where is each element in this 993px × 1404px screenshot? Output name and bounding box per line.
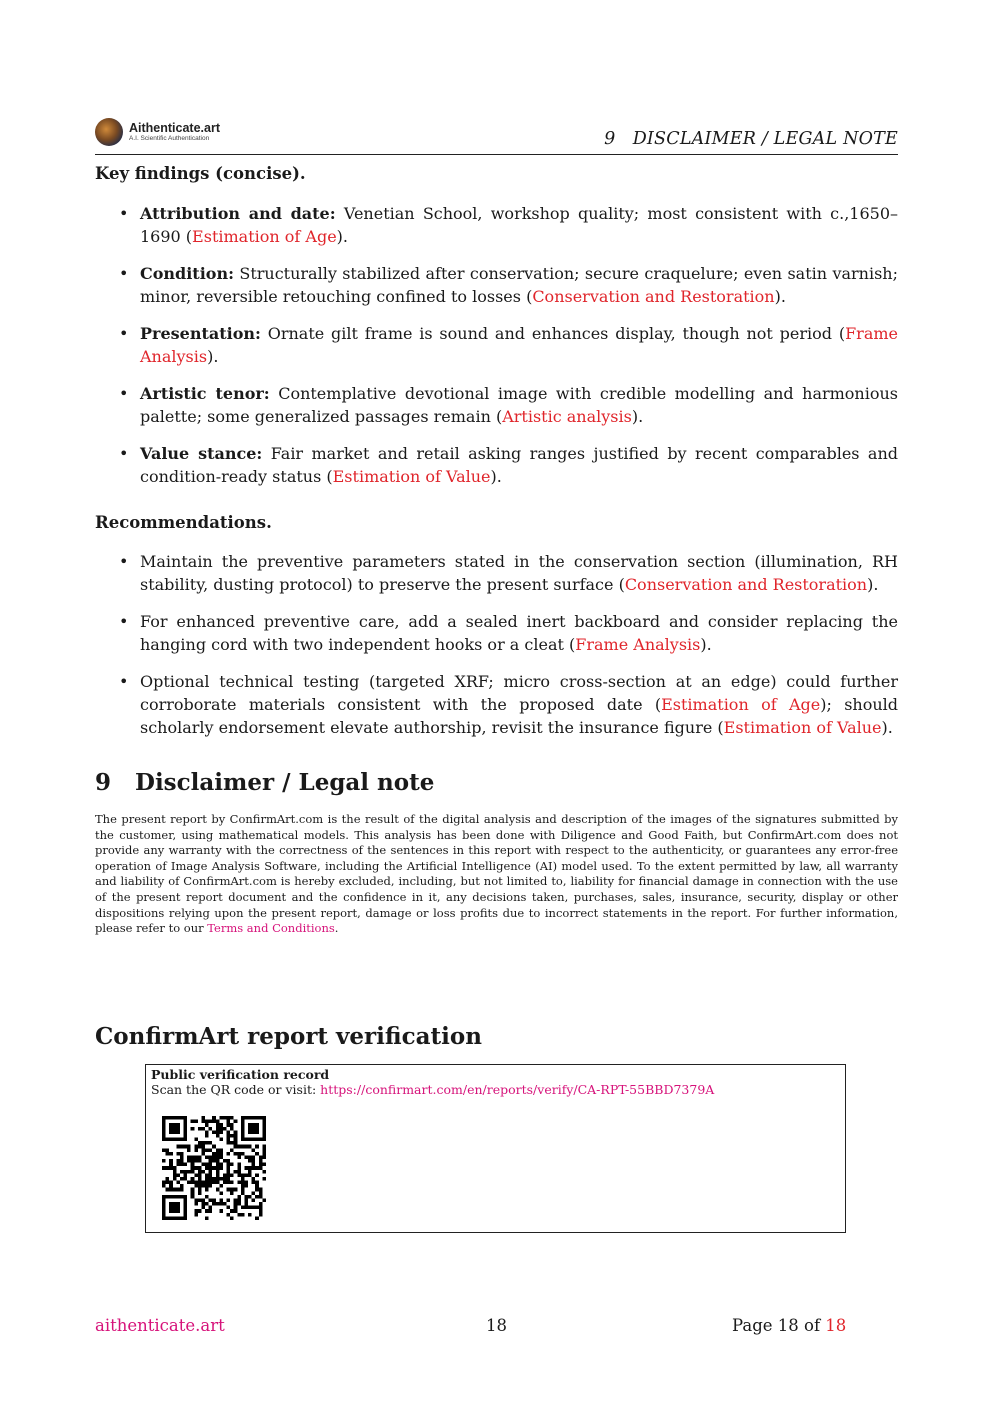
section-title-text: Disclaimer / Legal note: [135, 769, 435, 796]
section-title: [95, 769, 434, 796]
footer-page-number: 18: [486, 1316, 507, 1335]
verification-line: Scan the QR code or visit: https://confirmart.com/en/reports/verify/CA-RPT-55BBD7379A: [151, 1082, 715, 1097]
link-estimation-of-age[interactable]: Estimation of Age: [661, 695, 821, 714]
page-header: [95, 118, 898, 155]
link-estimation-of-value[interactable]: Estimation of Value: [332, 467, 491, 486]
link-conservation-and-restoration[interactable]: Conservation and Restoration: [532, 287, 775, 306]
finding-item: • Attribution and date: Venetian School, workshop quality; most consistent with c.,1650–1690 (Estimation of Age).: [140, 202, 898, 248]
last-page-link[interactable]: 18: [825, 1316, 847, 1335]
section-number: 9: [95, 769, 112, 796]
link-estimation-of-value[interactable]: Estimation of Value: [723, 718, 882, 737]
logo-emblem-icon: [95, 118, 123, 146]
recommendation-item: • Maintain the preventive parameters stated in the conservation section (illumination, RH stability, dusting protocol) to preserve the present surface (Conservation and Restoration).: [140, 550, 898, 596]
link-artistic-analysis[interactable]: Artistic analysis: [502, 407, 632, 426]
finding-item: • Artistic tenor: Contemplative devotional image with credible modelling and harmonious palette; some generalized passages remain (Artistic analysis).: [140, 382, 898, 428]
finding-item: • Presentation: Ornate gilt frame is sound and enhances display, though not period (Frame Analysis).: [140, 322, 898, 368]
disclaimer-text: The present report by ConfirmArt.com is the result of the digital analysis and description of the images of the signatures submitted by the customer, using mathematical models. This analysis has been done with Diligence and Good Faith, but ConfirmArt.com does not provide any warranty with the correctness of the sentences in this report with respect to the authenticity, or guarantees any error-free operation of Image Analysis Software, including the Artificial Intelligence (AI) model used. To the extent permitted by law, all warranty and liability of ConfirmArt.com is hereby excluded, including, but not limited to, liability for financial damage in connection with the use of the present report document and the confidence in it, any decisions taken, purchases, sales, insurance, security, display or other dispositions relying upon the present report, damage or loss profits due to incorrect statements in the report. For further information, please refer to our Terms and Conditions.: [95, 812, 898, 936]
recommendation-item: • Optional technical testing (targeted XRF; micro cross-section at an edge) could further corroborate materials consistent with the proposed date (Estimation of Age); should scholarly endorsement elevate authorship, revisit the insurance figure (Estimation of Value).: [140, 670, 898, 739]
link-estimation-of-age[interactable]: Estimation of Age: [192, 227, 337, 246]
link-conservation-and-restoration[interactable]: Conservation and Restoration: [624, 575, 868, 594]
verification-heading: Public verification record: [151, 1067, 330, 1082]
link-frame-analysis[interactable]: Frame Analysis: [140, 324, 898, 366]
link-frame-analysis[interactable]: Frame Analysis: [575, 635, 701, 654]
recommendation-item: • For enhanced preventive care, add a sealed inert backboard and consider replacing the hanging cord with two independent hooks or a cleat (Frame Analysis).: [140, 610, 898, 656]
footer-page-count: Page 18 of 18: [732, 1316, 847, 1335]
finding-item: • Value stance: Fair market and retail asking ranges justified by recent comparables and condition-ready status (Estimation of Value).: [140, 442, 898, 488]
verification-box: [145, 1064, 846, 1233]
recommendations-heading: Recommendations.: [95, 513, 272, 532]
logo-tagline: A.I. Scientific Authentication: [129, 134, 210, 142]
logo: [95, 118, 220, 146]
key-findings-heading: Key findings (concise).: [95, 164, 306, 183]
finding-item: • Condition: Structurally stabilized after conservation; secure craquelure; even satin varnish; minor, reversible retouching confined to losses (Conservation and Restoration).: [140, 262, 898, 308]
running-head: 9 DISCLAIMER / LEGAL NOTE: [604, 129, 898, 149]
verification-url-link[interactable]: https://confirmart.com/en/reports/verify/CA-RPT-55BBD7379A: [320, 1082, 715, 1097]
logo-name: Aithenticate.art: [129, 121, 220, 135]
qr-code-icon[interactable]: [162, 1116, 266, 1220]
verification-title: ConfirmArt report verification: [95, 1023, 482, 1050]
terms-and-conditions-link[interactable]: Terms and Conditions: [207, 921, 335, 936]
footer-site-link[interactable]: aithenticate.art: [95, 1316, 225, 1335]
